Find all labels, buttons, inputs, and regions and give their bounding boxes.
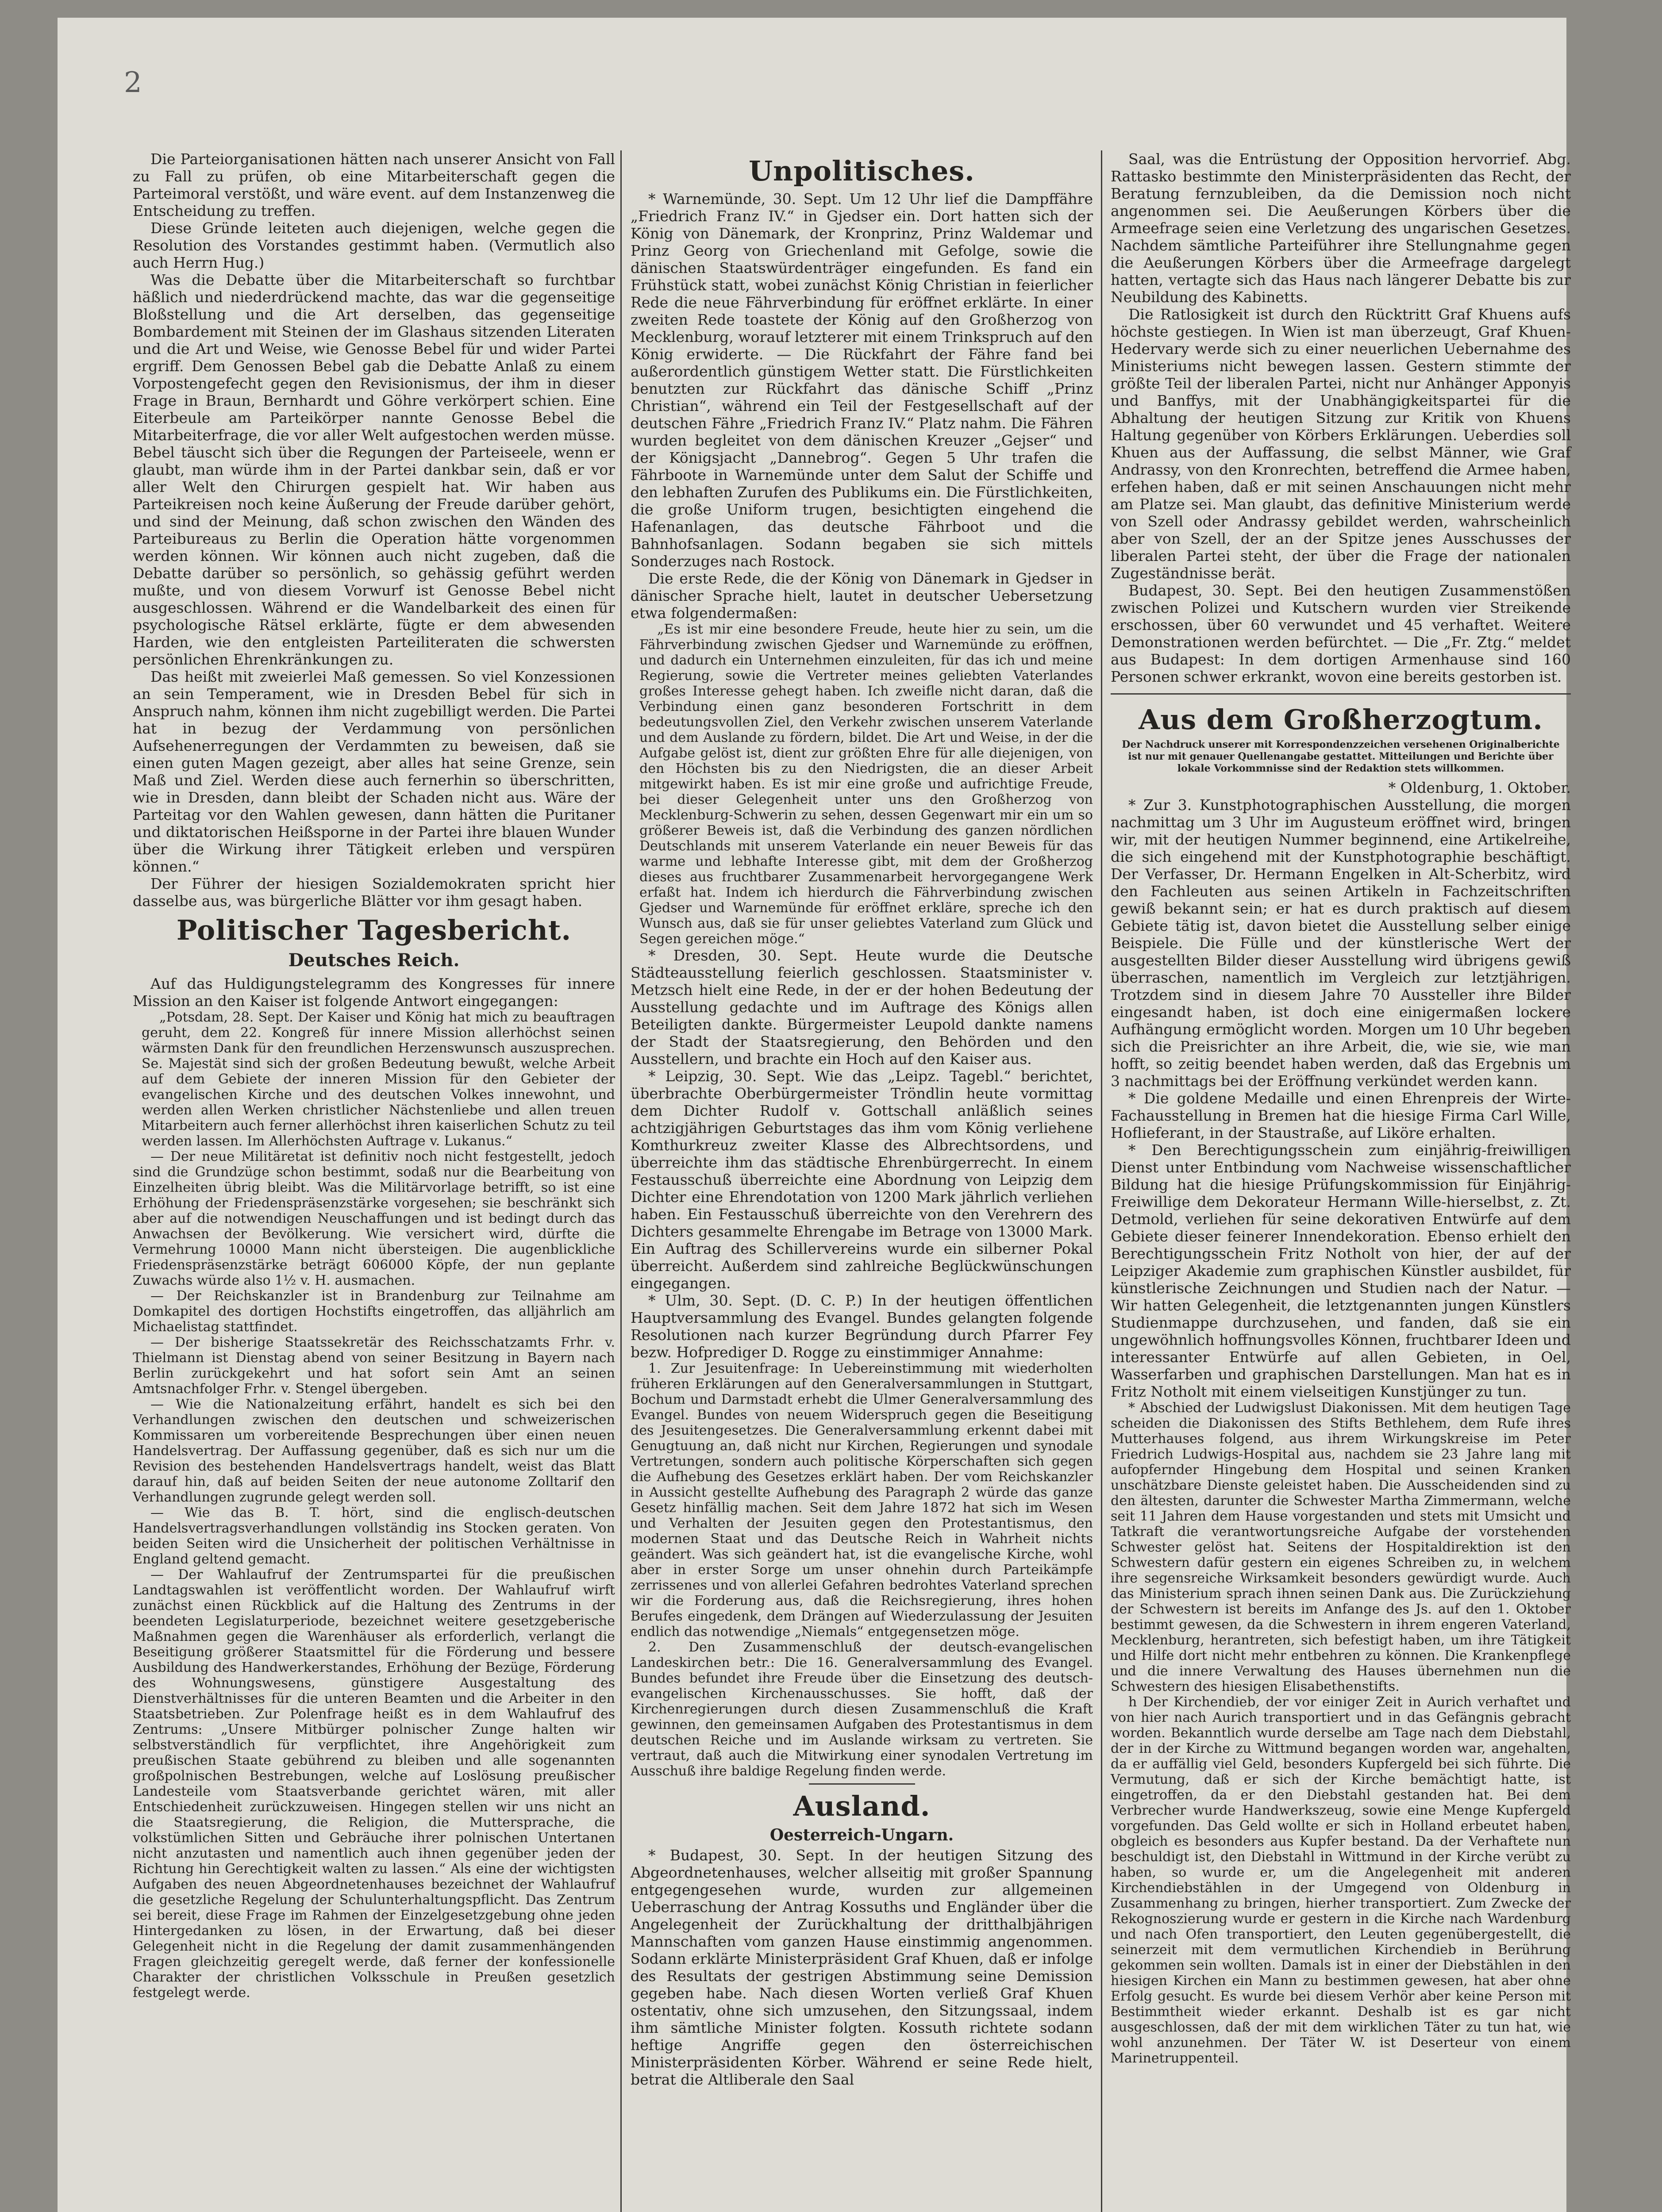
article-paragraph: 2. Den Zusammenschluß der deutsch-evangelischen Landeskirchen betr.: Die 16. Generalversammlung des Evangel. Bundes befundet ihre Freude über die Einsetzung des deutsch-evangelischen Kirchenausschusses. Sie hofft, daß der Kirchenregierungen durch diesen Zusammenschluß die Kraft gewinnen, den gemeinsamen Aufgaben des Protestantismus in dem deutschen Reiche und im Auslande wirksam zu vertreten. Sie vertraut, daß auch die Mitwirkung einer synodalen Vertretung im Ausschuß ihre baldige Regelung finden werde. [631, 1640, 1097, 1779]
article-paragraph: Die Parteiorganisationen hätten nach unserer Ansicht von Fall zu Fall zu prüfen, ob eine Mitarbeiterschaft gegen die Parteimoral verstößt, und wäre event. auf dem Instanzenweg die Entscheidung zu treffen. [133, 150, 620, 219]
article-paragraph: * Warnemünde, 30. Sept. Um 12 Uhr lief die Dampffähre „Friedrich Franz IV.“ in Gjedser ein. Dort hatten sich der König von Dänemark, der Kronprinz, Prinz Waldemar und Prinz Georg von Griechenland mit Gefolge, sowie die dänischen Staatswürdenträger eingefunden. Es fand ein Frühstück statt, wobei zunächst König Christian in feierlicher Rede die neue Fährverbindung für eröffnet erklärte. In einer zweiten Rede toastete der König auf den Großherzog von Mecklenburg, worauf letzterer mit einem Trinkspruch auf den König erwiderte. — Die Rückfahrt der Fähre fand bei außerordentlich günstigem Wetter statt. Die Fürstlichkeiten benutzten zur Rückfahrt das dänische Schiff „Prinz Christian“, während ein Teil der Festgesellschaft auf der deutschen Fähre „Friedrich Franz IV.“ Platz nahm. Die Fähren wurden begleitet von dem dänischen Kreuzer „Gejser“ und der Königsjacht „Dannebrog“. Gegen 5 Uhr trafen die Fährboote in Warnemünde unter dem Salut der Schiffe und den lebhaften Zurufen des Publikums ein. Die Fürstlichkeiten, die große Uniform trugen, besichtigten eingehend die Hafenanlagen, das deutsche Fährboot und die Bahnhofsanlagen. Sodann begaben sie sich mittels Sonderzuges nach Rostock. [631, 190, 1098, 570]
article-paragraph: — Wie das B. T. hört, sind die englisch-deutschen Handelsvertragsverhandlungen vollständig ins Stocken geraten. Von beiden Seiten wird die Unsicherheit der politischen Verhältnisse in England geltend gemacht. [133, 1505, 619, 1567]
column-divider [620, 150, 622, 2212]
article-paragraph: * Zur 3. Kunstphotographischen Ausstellung, die morgen nachmittag um 3 Uhr im Augusteum eröffnet wird, bringen wir, mit der heutigen Nummer beginnend, eine Artikelreihe, die sich eingehend mit der Kunstphotographie beschäftigt. Der Verfasser, Dr. Hermann Engelken in Alt-Scherbitz, wird den Fachleuten aus seinen Artikeln in Fachzeitschriften gewiß bekannt sein; er hat es durch praktisch auf diesem Gebiete tätig ist, davon bietet die Ausstellung selber einige Beispiele. Die Fülle und der künstlerische Wert der ausgestellten Bilder dieser Ausstellung wird übrigens gewiß überraschen, namentlich im Vergleich zur letztjährigen. Trotzdem sind in diesem Jahre 70 Aussteller ihre Bilder eingesandt haben, ist doch eine einigermaßen lockere Aufhängung ermöglicht worden. Morgen um 10 Uhr begeben sich die Preisrichter an ihre Arbeit, die, wie sie, wie man hofft, so zeitig beendet haben werden, daß das Ergebnis um 3 nachmittags bei der Eröffnung verkündet werden kann. [1111, 796, 1576, 1090]
article-paragraph: 1. Zur Jesuitenfrage: In Uebereinstimmung mit wiederholten früheren Erklärungen auf den Generalversammlungen in Stuttgart, Bochum und Darmstadt erhebt die Ulmer Generalversammlung des Evangel. Bundes von neuem Widerspruch gegen die Beseitigung des Jesuitengesetzes. Die Generalversammlung erkennt dabei mit Genugtuung an, daß nicht nur Kirchen, Regierungen und synodale Vertretungen, sondern auch politische Körperschaften sich gegen die Aufhebung des Gesetzes erklärt haben. Der vom Reichskanzler in Aussicht gestellte Aufhebung des Paragraph 2 würde das ganze Gesetz hinfällig machen. Seit dem Jahre 1872 hat sich im Wesen und Verhalten der Jesuiten gegen den Protestantismus, den modernen Staat und das Deutsche Reich in Wahrheit nichts geändert. Was sich geändert hat, ist die evangelische Kirche, wohl aber in erster Sorge um unser ohnehin durch Parteikämpfe zerrissenes und von allerlei Gefahren bedrohtes Vaterland sprechen wir die Forderung aus, daß die Reichsregierung, ihres hohen Berufes eingedenk, dem Drängen auf Wiederzulassung der Jesuiten endlich das notwendige „Niemals“ entgegensetzen möge. [631, 1361, 1097, 1640]
article-paragraph: — Der Wahlaufruf der Zentrumspartei für die preußischen Landtagswahlen ist veröffentlicht worden. Der Wahlaufruf wirft zunächst einen Rückblick auf die Haltung des Zentrums in der beendeten Legislaturperiode, bezeichnet weitere gesetzgeberische Maßnahmen gegen die Warenhäuser als erforderlich, verlangt die Beseitigung größerer Staatsmittel für die Förderung und bessere Ausbildung des Handwerkerstandes, Erhöhung der Bezüge, Förderung des Wohnungswesens, günstigere Ausgestaltung des Dienstverhältnisses für die unteren Beamten und die Arbeiter in den Staatsbetrieben. Zur Polenfrage heißt es in dem Wahlaufruf des Zentrums: „Unsere Mitbürger polnischer Zunge halten wir selbstverständlich für verpflichtet, ihre Angehörigkeit zum preußischen Staate gebührend zu bleiben und alle sogenannten großpolnischen Bestrebungen, welche auf Loslösung preußischer Landesteile vom Staatsverbande gerichtet wären, mit aller Entschiedenheit zurückzuweisen. Hingegen stellen wir uns nicht an die Staatsregierung, die Religion, die Muttersprache, die volkstümlichen Sitten und Gebräuche ihrer polnischen Untertanen nicht anzutasten und namentlich auch ihnen gegenüber jeden der Richtung hin Gerechtigkeit walten zu lassen.“ Als eine der wichtigsten Aufgaben des neuen Abgeordnetenhauses bezeichnet der Wahlaufruf die gesetzliche Regelung der Schulunterhaltungspflicht. Das Zentrum sei bereit, diese Frage im Rahmen der Einzelgesetzgebung ohne jeden Hintergedanken zu lösen, in der Erwartung, daß bei dieser Gelegenheit nicht in die Regelung der damit zusammenhängenden Fragen gleichzeitig geregelt werde, daß ferner der konfessionelle Charakter der christlichen Volksschule in Preußen gesetzlich festgelegt werde. [133, 1567, 619, 2001]
speech-quote: „Es ist mir eine besondere Freude, heute hier zu sein, um die Fährverbindung zwischen Gjedser und Warnemünde zu eröffnen, und dadurch ein Unternehmen einzuleiten, für das ich und meine Regierung, sowie die Vertreter meines geliebten Vaterlandes großes Interesse gehegt haben. Ich zweifle nicht daran, daß die Verbindung einen ganz besonderen Fortschritt in dem bedeutungsvollen Ziel, den Verkehr zwischen unserem Vaterlande und dem Auslande zu fördern, bildet. Die Art und Weise, in der die Aufgabe gelöst ist, dient zur größten Ehre für alle diejenigen, von den Höchsten bis zu den Niedrigsten, die an dieser Arbeit mitgewirkt haben. Es ist mir eine große und aufrichtige Freude, bei dieser Gelegenheit unter uns den Großherzog von Mecklenburg-Schwerin zu sehen, dessen Gegenwart mir ein um so größerer Beweis ist, daß die Verbindung des ganzen nördlichen Deutschlands mit unserem Vaterlande ein neuer Beweis für das warme und lebhafte Interesse gibt, mit dem der Großherzog dieses aus fruchtbarer Zusammenarbeit hervorgegangene Werk erfaßt hat. Indem ich hierdurch die Fährverbindung zwischen Gjedser und Warnemünde für eröffnet erkläre, spreche ich den Wunsch aus, daß sie für unser geliebtes Vaterland zum Glück und Segen gereichen möge.“ [639, 622, 1097, 947]
reprint-notice: Der Nachdruck unserer mit Korrespondenzzeichen versehenen Originalberichte ist nur mit genauer Quellenangabe gestattet. Mitteilungen und Berichte über lokale Vorkommnisse sind der Redaktion stets willkommen. [1122, 739, 1560, 774]
column-middle [631, 150, 1098, 2212]
article-paragraph: * Den Berechtigungsschein zum einjährig-freiwilligen Dienst unter Entbindung vom Nachweise wissenschaftlicher Bildung hat die hiesige Prüfungskommission für Einjährig-Freiwillige dem Dekorateur Hermann Wille-hierselbst, z. Zt. Detmold, verliehen für seine dekorativen Entwürfe auf dem Gebiete dieser feinerer Innendekoration. Ebenso erhielt den Berechtigungsschein Fritz Notholt von hier, der auf der Leipziger Akademie zum graphischen Künstler ausbildet, für künstlerische Zeichnungen und Studien nach der Natur. — Wir hatten Gelegenheit, die letztgenannten jungen Künstlers Studienmappe durchzusehen, und fanden, daß sie ein ungewöhnlich hoffnungsvolles Können, fruchtbarer Ideen und interessanter Entwürfe auf allen Gebieten, in Oel, Wasserfarben und graphischen Darstellungen. Man hat es in Fritz Notholt mit einem vielseitigen Kunstjünger zu tun. [1111, 1141, 1576, 1400]
article-paragraph: Was die Debatte über die Mitarbeiterschaft so furchtbar häßlich und niederdrückend machte, das war die gegenseitige Bloßstellung und die Art derselben, das gegenseitige Bombardement mit Steinen der im Glashaus sitzenden Literaten und die Art und Weise, wie Genosse Bebel für und wider Partei ergriff. Dem Genossen Bebel gab die Debatte Anlaß zu einem Vorpostengefecht gegen den Revisionismus, der ihm in dieser Frage in Braun, Bernhardt und Göhre verkörpert schien. Eine Eiterbeule am Parteikörper nannte Genosse Bebel die Mitarbeiterfrage, die vor aller Welt aufgestochen werden müsse. Bebel täuscht sich über die Regungen der Parteiseele, wenn er glaubt, man würde ihm in der Partei dankbar sein, daß er vor aller Welt den Chirurgen gespielt hat. Wir haben aus Parteikreisen noch keine Äußerung der Freude darüber gehört, und sind der Meinung, daß schon zwischen den Wänden des Parteibureaus zu Berlin die Operation hätte vorgenommen werden können. Wir können auch nicht zugeben, daß die Debatte darüber so persönlich, so gehässig geführt werden mußte, und von diesem Vorwurf ist Genosse Bebel nicht ausgeschlossen. Während er die Wandelbarkeit des einen für psychologische Rätsel erklärte, fügte er dem abwesenden Harden, wie den entgleisten Parteiliteraten die schwersten persönlichen Ehrenkränkungen zu. [133, 271, 620, 668]
article-paragraph: Auf das Huldigungstelegramm des Kongresses für innere Mission an den Kaiser ist folgende Antwort eingegangen: [133, 975, 620, 1010]
article-paragraph: h Der Kirchendieb, der vor einiger Zeit in Aurich verhaftet und von hier nach Aurich transportiert und in das Gefängnis gebracht worden. Bekanntlich wurde derselbe am Tage nach dem Diebstahl, der in der Kirche zu Wittmund begangen worden war, angehalten, da er auffällig viel Geld, besonders Kupfergeld bei sich führte. Die Vermutung, daß er sich der Kirche bemächtigt hatte, ist eingetroffen, da er den Diebstahl gestanden hat. Bei dem Verbrecher wurde Handwerkszeug, sowie eine Menge Kupfergeld vorgefunden. Das Geld wollte er sich in Holland erbeutet haben, obgleich es besonders aus Kupfer bestand. Da der Verhaftete nun beschuldigt ist, den Diebstahl in Wittmund in der Kirche verübt zu haben, so wurde er, um die Angelegenheit mit anderen Kirchendiebstählen in der Umgegend von Oldenburg in Zusammenhang zu bringen, hierher transportiert. Zum Zwecke der Rekognoszierung wurde er gestern in die Kirche nach Wardenburg und nach Ofen transportiert, den Leuten gegenübergestellt, die seinerzeit mit dem vermutlichen Kirchendieb in Berührung gekommen sein wollten. Damals ist in einer der Diebstählen in den hiesigen Kirchen ein Mann zu bestimmen gewesen, hat aber ohne Erfolg gesucht. Es wurde bei diesem Verhör aber keine Person mit Bestimmtheit wieder erkannt. Deshalb ist es gar nicht ausgeschlossen, daß der mit dem wirklichen Täter zu tun hat, wie wohl anzunehmen. Der Täter W. ist Deserteur von einem Marinetruppenteil. [1111, 1694, 1575, 2066]
article-paragraph: Saal, was die Entrüstung der Opposition hervorrief. Abg. Rattasko bestimmte den Ministerpräsidenten das Recht, der Beratung fernzubleiben, da die Demission noch nicht angenommen sei. Die Aeußerungen Körbers über die Armeefrage seien eine Verletzung des ungarischen Gesetzes. Nachdem sämtliche Parteiführer ihre Stellungnahme gegen die Aeußerungen Körbers über die Armeefrage dargelegt hatten, vertagte sich das Haus nach längerer Debatte bis zur Neubildung des Kabinetts. [1111, 150, 1576, 306]
section-heading: Aus dem Großherzogtum. [1139, 703, 1543, 736]
article-paragraph: — Der Reichskanzler ist in Brandenburg zur Teilnahme am Domkapitel des dortigen Hochstifts eingetroffen, das alljährlich am Michaelistag stattfindet. [133, 1288, 619, 1335]
newspaper-page [58, 18, 1576, 2212]
article-paragraph: — Der neue Militäretat ist definitiv noch nicht festgestellt, jedoch sind die Grundzüge schon bestimmt, sodaß nur die Bearbeitung von Einzelheiten übrig bleibt. Was die Militärvorlage betrifft, so ist eine Erhöhung der Friedenspräsenzstärke vorgesehen; sie beschränkt sich aber auf die notwendigen Neuschaffungen und ist bedingt durch das Anwachsen der Bevölkerung. Wie versichert wird, dürfte die Vermehrung 10000 Mann nicht übersteigen. Die augenblickliche Friedenspräsenzstärke beträgt 606000 Köpfe, der nun geplante Zuwachs würde also 1½ v. H. ausmachen. [133, 1149, 619, 1288]
article-paragraph: * Leipzig, 30. Sept. Wie das „Leipz. Tagebl.“ berichtet, überbrachte Oberbürgermeister Tröndlin heute vormittag dem Dichter Rudolf v. Gottschall anläßlich seines achtzigjährigen Geburtstages das ihm vom König verliehene Komthurkreuz zweiter Klasse des Albrechtsordens, und überreichte ihm das städtische Ehrenbürgerrecht. In einem Festausschuß überreichte eine Abordnung von Leipzig dem Dichter eine Ehrendotation von 1200 Mark jährlich verliehen haben. Ein Festausschuß überreichte von den Verehrern des Dichters gesammelte Ehrengabe im Betrage von 13000 Mark. Ein Auftrag des Schillervereins wurde ein silberner Pokal überreicht. Außerdem sind zahlreiche Beglückwünschungen eingegangen. [631, 1068, 1098, 1292]
column-divider [1101, 150, 1102, 2212]
article-paragraph: Diese Gründe leiteten auch diejenigen, welche gegen die Resolution des Vorstandes gestimmt haben. (Vermutlich also auch Herrn Hug.) [133, 219, 620, 271]
article-paragraph: * Ulm, 30. Sept. (D. C. P.) In der heutigen öffentlichen Hauptversammlung des Evangel. Bundes gelangten folgende Resolutionen nach kurzer Begründung durch Pfarrer Fey bezw. Hofprediger D. Rogge zu einstimmiger Annahme: [631, 1292, 1098, 1361]
separator-rule [1111, 693, 1571, 695]
article-paragraph: Das heißt mit zweierlei Maß gemessen. So viel Konzessionen an sein Temperament, wie in Dresden Bebel für sich in Anspruch nahm, können ihm nicht zugebilligt werden. Die Partei hat in bezug der Verdammung von persönlichen Aufsehenerregungen der Verdammten zu beweisen, daß sie einen guten Magen gezeigt, aber alles hat seine Grenze, sein Maß und Ziel. Werden diese auch fernerhin so überschritten, wie in Dresden, dann bleibt der Schaden nicht aus. Wäre der Parteitag vor den Wahlen gewesen, dann hätten die Puritaner und diktatorischen Heißsporne in der Partei ihre blauen Wunder über die Wirkung ihrer Tätigkeit erleben und verspüren können.“ [133, 668, 620, 875]
article-paragraph: * Die goldene Medaille und einen Ehrenpreis der Wirte-Fachausstellung in Bremen hat die hiesige Firma Carl Wille, Hoflieferant, in der Staustraße, auf Liköre erhalten. [1111, 1090, 1576, 1141]
article-paragraph: * Abschied der Ludwigslust Diakonissen. Mit dem heutigen Tage scheiden die Diakonissen des Stifts Bethlehem, dem Rufe ihres Mutterhauses folgend, aus ihrem Wirkungskreise im Peter Friedrich Ludwigs-Hospital aus, nachdem sie 23 Jahre lang mit aufopfernder Hingebung dem Hospital und seinen Kranken unschätzbare Dienste geleistet haben. Die Ausscheidenden sind zu den ältesten, darunter die Schwester Martha Zimmermann, welche seit 11 Jahren dem Hause vorgestanden und stets mit Umsicht und Tatkraft die verantwortungsreiche Aufgabe der vorstehenden Schwester gelöst hat. Seitens der Hospitaldirektion ist den Schwestern dafür gestern ein eigenes Schreiben zu, in welchem ihre segensreiche Wirksamkeit besonders gewürdigt wurde. Auch das Ministerium sprach ihnen seinen Dank aus. Die Zurückziehung der Schwestern ist bereits im Anfange des Js. auf den 1. Oktober bestimmt gewesen, da die Schwestern in ihrem engeren Vaterland, Mecklenburg, herantreten, sich befestigt haben, um ihre Tätigkeit und Hilfe dort nicht mehr entbehren zu können. Die Krankenpflege und die innere Verwaltung des Hauses übernehmen nun die Schwestern des hiesigen Elisabethenstifts. [1111, 1400, 1575, 1694]
article-paragraph: Die erste Rede, die der König von Dänemark in Gjedser in dänischer Sprache hielt, lautet in deutscher Uebersetzung etwa folgendermaßen: [631, 570, 1098, 622]
column-left [133, 150, 620, 2212]
section-heading: Unpolitisches. [749, 155, 975, 187]
article-paragraph: — Der bisherige Staatssekretär des Reichsschatzamts Frhr. v. Thielmann ist Dienstag abend von seiner Besitzung in Bayern nach Berlin zurückgekehrt und hat sofort sein Amt an seinen Amtsnachfolger Frhr. v. Stengel übergeben. [133, 1335, 619, 1397]
column-right [1111, 150, 1576, 2212]
telegram-quote: „Potsdam, 28. Sept. Der Kaiser und König hat mich zu beauftragen geruht, dem 22. Kongreß für innere Mission allerhöchst seinen wärmsten Dank für den freundlichen Herzenswunsch auszusprechen. Se. Majestät sind sich der großen Bedeutung bewußt, welche Arbeit auf dem Gebiete der inneren Mission für den Gebieter der evangelischen Kirche und des deutschen Volkes innewohnt, und werden allen Werken christlicher Nächstenliebe und allen treuen Mitarbeitern auch ferner allerhöchst ihren kaiserlichen Schutz zu teil werden lassen. Im Allerhöchsten Auftrage v. Lukanus.“ [142, 1010, 619, 1149]
section-heading: Politischer Tagesbericht. [176, 914, 572, 946]
section-heading: Ausland. [793, 1790, 931, 1822]
separator-rule [809, 1783, 915, 1785]
article-paragraph: Der Führer der hiesigen Sozialdemokraten spricht hier dasselbe aus, was bürgerliche Blätter vor ihm gesagt haben. [133, 875, 620, 910]
article-paragraph: Die Ratlosigkeit ist durch den Rücktritt Graf Khuens aufs höchste gestiegen. In Wien ist man überzeugt, Graf Khuen-Hedervary werde sich zu einer neuerlichen Uebernahme des Ministeriums nicht bewegen lassen. Gestern stimmte der größte Teil der liberalen Partei, nicht nur Anhänger Apponyis und Banffys, mit der Unabhängigkeitspartei für die Abhaltung der heutigen Sitzung zur Kritik von Khuens Haltung gegenüber von Körbers Erklärungen. Ueberdies soll Khuen aus der Auffassung, die selbst Männer, wie Graf Andrassy, von den Kronrechten, betreffend die Armee haben, erfehen haben, daß er mit seinen Anschauungen nicht mehr am Platze sei. Man glaubt, das definitive Ministerium werde von Szell oder Andrassy gebildet werden, wahrscheinlich aber von Szell, der an der Spitze jenes Ausschusses der liberalen Partei steht, der über die Frage der nationalen Zugeständnisse berät. [1111, 306, 1576, 582]
article-paragraph: * Dresden, 30. Sept. Heute wurde die Deutsche Städteausstellung feierlich geschlossen. Staatsminister v. Metzsch hielt eine Rede, in der er der hohen Bedeutung der Ausstellung gedachte und im Auftrage des Königs allen Beteiligten dankte. Bürgermeister Leupold dankte namens der Stadt der Staatsregierung, den Behörden und den Ausstellern, und brachte ein Hoch auf den Kaiser aus. [631, 947, 1098, 1068]
section-subheading: Oesterreich-Ungarn. [769, 1826, 954, 1844]
page-number: 2 [124, 66, 142, 99]
dateline: * Oldenburg, 1. Oktober. [1388, 779, 1571, 796]
article-paragraph: Budapest, 30. Sept. Bei den heutigen Zusammenstößen zwischen Polizei und Kutschern wurden vier Streikende erschossen, über 60 verwundet und 45 verhaftet. Weitere Demonstrationen werden befürchtet. — Die „Fr. Ztg.“ meldet aus Budapest: In dem dortigen Armenhause sind 160 Personen schwer erkrankt, wovon eine bereits gestorben ist. [1111, 582, 1576, 685]
article-paragraph: * Budapest, 30. Sept. In der heutigen Sitzung des Abgeordnetenhauses, welcher allseitig mit großer Spannung entgegengesehen wurde, wurden zur allgemeinen Ueberraschung der Antrag Kossuths und Engländer über die Angelegenheit der Zurückhaltung der dritthalbjährigen Mannschaften vom ganzen Hause einstimmig angenommen. Sodann erklärte Ministerpräsident Graf Khuen, daß er infolge des Resultats der gestrigen Abstimmung seine Demission gegeben habe. Nach diesen Worten verließ Graf Khuen ostentativ, ohne sich umzusehen, den Sitzungssaal, indem ihm sämtliche Minister folgten. Kossuth richtete sodann heftige Angriffe gegen den österreichischen Ministerpräsidenten Körber. Während er seine Rede hielt, betrat die Altliberale den Saal [631, 1847, 1098, 2088]
article-paragraph: — Wie die Nationalzeitung erfährt, handelt es sich bei den Verhandlungen zwischen den deutschen und schweizerischen Kommissaren um vorbereitende Besprechungen über einen neuen Handelsvertrag. Der Auffassung gegenüber, daß es sich nur um die Revision des bestehenden Handelsvertrags handelt, weist das Blatt darauf hin, daß auf beiden Seiten der neue autonome Zolltarif den Verhandlungen zugrunde gelegt werden soll. [133, 1397, 619, 1505]
section-subheading: Deutsches Reich. [288, 950, 460, 971]
